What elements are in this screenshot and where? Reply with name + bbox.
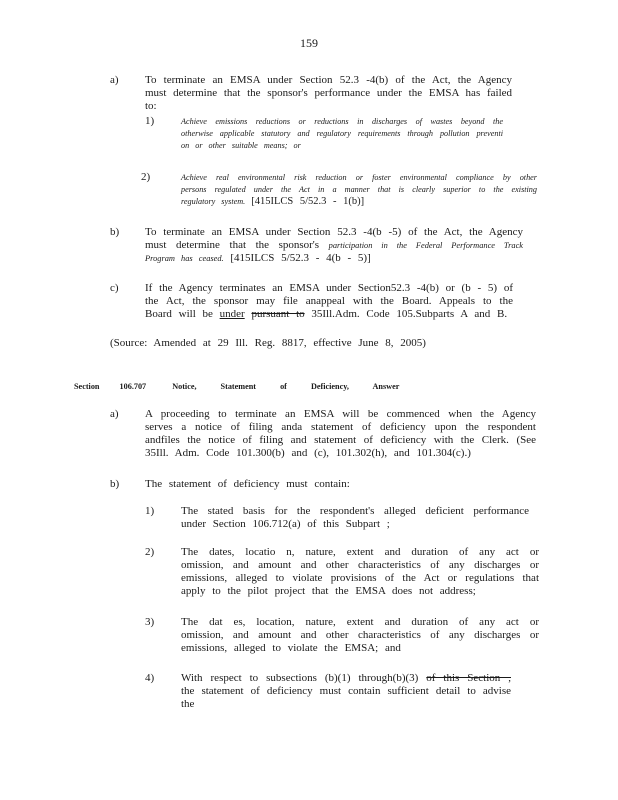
section-b-item-2-label: 2)	[145, 546, 155, 558]
section-b-item-1-text: The stated basis for the respondent's alleged deficient performance under Section 106.712(a) of this Subpart ;	[181, 505, 529, 530]
section-number: 106.707	[119, 382, 147, 391]
part-b-citation: [415ILCS 5/52.3 - 4(b - 5)]	[230, 252, 371, 264]
section-b-item-1-label: 1)	[145, 505, 155, 517]
section-a-text: A proceeding to terminate an EMSA will be commenced when the Agency serves a notice of filing anda statement of deficiency upon the respondent andfiles the notice of filing and statement of deficiency with the Clerk. (See 35Ill. Adm. Code 101.300(b) and (c), 101.302(h), and 101.304(c).)	[145, 408, 536, 459]
part-a-text: To terminate an EMSA under Section 52.3 -4(b) of the Act, the Agency must determine that the sponsor's performance under the EMSA has failed to:	[145, 74, 513, 112]
part-a-label: a)	[110, 74, 119, 86]
part-c-text: If the Agency terminates an EMSA under Section52.3 -4(b) or (b - 5) of the Act, the sponsor may file anappeal with the Board. Appeals to the Board will be under pursuant to 35Ill.Adm. Code 105.Subparts A and B.	[145, 282, 513, 320]
part-a-item-2-citation: [415ILCS 5/52.3 - 1(b)]	[251, 196, 365, 207]
section-a-label: a)	[110, 408, 119, 420]
section-label: Section	[74, 382, 100, 391]
section-title: Notice, Statement of Deficiency, Answer	[172, 382, 400, 391]
section-b-item-4-text: With respect to subsections (b)(1) through(b)(3) of this Section , the statement of deficiency must contain sufficient detail to advise the	[181, 672, 511, 710]
part-a-item-2-text: Achieve real environmental risk reduction or foster environmental compliance by other persons regulated under the Act in a manner that is clearly superior to the existing regulatory system. [415ILCS 5/52.3 - 1(b)]	[181, 173, 537, 207]
page-number: 159	[300, 36, 318, 50]
section-b-label: b)	[110, 478, 120, 490]
section-b-item-2-text: The dates, locatio n, nature, extent and duration of any act or omission, and amount and other characteristics of any discharges or emissions, alleged to violate provisions of the Act or regulations that apply to the pilot project that the EMSA does not address;	[181, 546, 539, 597]
part-c-label: c)	[110, 282, 119, 294]
section-b-item-3-label: 3)	[145, 616, 155, 628]
part-b-text: To terminate an EMSA under Section 52.3 -4(b -5) of the Act, the Agency must determine that the sponsor's participation in the Federal Performance Track Program has ceased. [415ILCS 5/52.3 - 4(b - 5)]	[145, 226, 524, 264]
part-a-item-1-text: Achieve emissions reductions or reductions in discharges of wastes beyond the otherwise applicable statutory and regulatory requirements through pollution preventi on or other suitable means; or	[181, 117, 503, 150]
section-b-item-3-text: The dat es, location, nature, extent and duration of any act or omission, and amount and other characteristics of any discharges or emissions, alleged to violate the EMSA; and	[181, 616, 539, 654]
part-a-item-2-label: 2)	[141, 171, 151, 183]
section-b-item-4-label: 4)	[145, 672, 155, 684]
section-heading	[74, 382, 494, 391]
part-a-item-1-label: 1)	[145, 115, 155, 127]
source-note: (Source: Amended at 29 Ill. Reg. 8817, effective June 8, 2005)	[110, 337, 426, 349]
part-b-label: b)	[110, 226, 120, 238]
section-b-text: The statement of deficiency must contain:	[145, 478, 350, 490]
